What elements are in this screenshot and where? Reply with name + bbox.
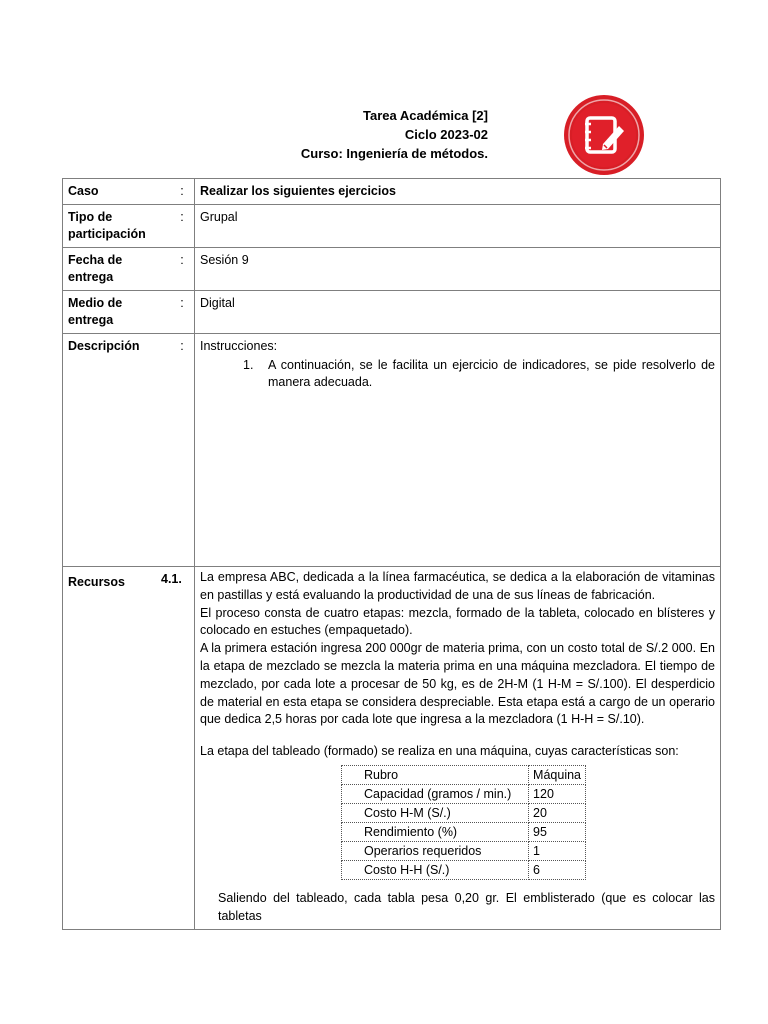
colon: :	[170, 334, 195, 567]
fecha-label	[63, 248, 171, 291]
paragraph-5: Saliendo del tableado, cada tabla pesa 0,20 gr. El emblisterado (que es colocar las tabletas	[218, 890, 715, 923]
machine-spec-table	[341, 765, 586, 880]
table-row	[342, 841, 586, 860]
tipo-value: Grupal	[195, 205, 721, 248]
table-cell: Costo H-H (S/.)	[342, 860, 529, 879]
table-header-cell: Máquina	[529, 765, 586, 784]
header-title: Tarea Académica [2]	[362, 108, 488, 123]
notepad-pencil-icon	[563, 94, 645, 176]
table-cell: 120	[529, 784, 586, 803]
medio-label-line1: Medio de	[68, 296, 123, 310]
recursos-value	[195, 567, 721, 930]
tipo-label-line2: participación	[68, 227, 146, 241]
list-item	[200, 357, 715, 391]
colon: :	[170, 179, 195, 205]
medio-label	[63, 291, 171, 334]
table-header-row	[342, 765, 586, 784]
table-cell: 6	[529, 860, 586, 879]
header-course: Curso: Ingeniería de métodos.	[300, 146, 488, 161]
fecha-label-line1: Fecha de	[68, 253, 123, 267]
descripcion-label: Descripción	[63, 334, 171, 567]
spacer	[200, 729, 715, 743]
header-cycle: Ciclo 2023-02	[404, 127, 488, 142]
assignment-table	[62, 178, 721, 930]
tipo-label	[63, 205, 171, 248]
colon-empty	[170, 567, 195, 930]
table-row	[342, 784, 586, 803]
table-cell: 1	[529, 841, 586, 860]
medio-value: Digital	[195, 291, 721, 334]
table-row	[342, 803, 586, 822]
colon: :	[170, 248, 195, 291]
medio-label-line2: entrega	[68, 313, 114, 327]
tipo-label-line1: Tipo de	[68, 210, 113, 224]
fecha-label-line2: entrega	[68, 270, 114, 284]
table-cell: Costo H-M (S/.)	[342, 803, 529, 822]
table-cell: Operarios requeridos	[342, 841, 529, 860]
table-header-cell: Rubro	[342, 765, 529, 784]
descripcion-value	[195, 334, 721, 567]
table-cell: Capacidad (gramos / min.)	[342, 784, 529, 803]
list-item-text: A continuación, se le facilita un ejercicio de indicadores, se pide resolverlo de manera adecuada.	[268, 358, 715, 389]
fecha-value: Sesión 9	[195, 248, 721, 291]
table-cell: Rendimiento (%)	[342, 822, 529, 841]
paragraph-2: El proceso consta de cuatro etapas: mezcla, formado de la tableta, colocado en blísteres y colocado en estuches (empaquetado).	[200, 605, 715, 638]
list-item-number: 1.	[243, 358, 254, 372]
caso-label: Caso	[63, 179, 171, 205]
table-row	[342, 822, 586, 841]
instructions-list	[200, 357, 715, 391]
caso-value: Realizar los siguientes ejercicios	[195, 179, 721, 205]
table-cell: 95	[529, 822, 586, 841]
colon: :	[170, 205, 195, 248]
paragraph-1: La empresa ABC, dedicada a la línea farmacéutica, se dedica a la elaboración de vitaminas en pastillas y está evaluando la productividad de una de sus líneas de fabricación.	[200, 570, 715, 602]
document-header	[301, 106, 488, 163]
paragraph-4: La etapa del tableado (formado) se realiza en una máquina, cuyas características son:	[200, 744, 679, 759]
table-row	[342, 860, 586, 879]
table-cell: 20	[529, 803, 586, 822]
paragraph-3: A la primera estación ingresa 200 000gr de materia prima, con un costo total de S/.2 000. En la etapa de mezclado se mezcla la materia prima en una máquina mezcladora. El tiempo de mezclado, por cada lote a procesar de 50 kg, es de 2H-M (1 H-M = S/.100). El desperdicio de material en esta etapa se considera despreciable. Esta etapa está a cargo de un operario que dedica 2,5 horas por cada lote que ingresa a la mezcladora (1 H-H = S/.10).	[200, 641, 715, 727]
recursos-label	[63, 567, 182, 930]
recursos-label-text: Recursos	[68, 575, 125, 589]
exercise-index: 4.1.	[161, 572, 182, 586]
instructions-intro: Instrucciones:	[200, 339, 278, 353]
colon: :	[170, 291, 195, 334]
